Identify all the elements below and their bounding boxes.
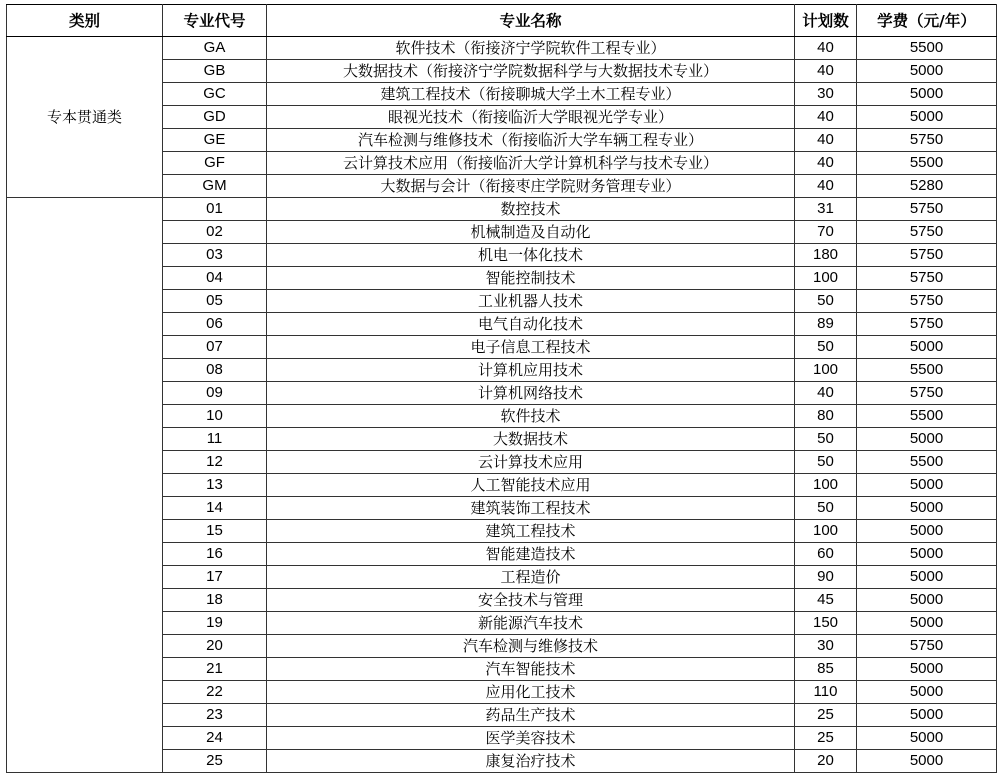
tuition-cell: 5000 xyxy=(857,336,997,359)
quota-cell: 40 xyxy=(795,175,857,198)
major-name-cell: 机电一体化技术 xyxy=(267,244,795,267)
quota-cell: 50 xyxy=(795,497,857,520)
code-cell: 06 xyxy=(163,313,267,336)
major-name-cell: 新能源汽车技术 xyxy=(267,612,795,635)
major-name-cell: 药品生产技术 xyxy=(267,704,795,727)
major-name-cell: 人工智能技术应用 xyxy=(267,474,795,497)
major-name-cell: 计算机网络技术 xyxy=(267,382,795,405)
table-body xyxy=(7,37,997,773)
code-cell: GD xyxy=(163,106,267,129)
quota-cell: 150 xyxy=(795,612,857,635)
quota-cell: 100 xyxy=(795,474,857,497)
tuition-cell: 5000 xyxy=(857,681,997,704)
tuition-cell: 5750 xyxy=(857,290,997,313)
tuition-cell: 5750 xyxy=(857,382,997,405)
table-header xyxy=(7,5,997,37)
code-cell: 08 xyxy=(163,359,267,382)
quota-cell: 40 xyxy=(795,60,857,83)
code-cell: 12 xyxy=(163,451,267,474)
major-name-cell: 汽车智能技术 xyxy=(267,658,795,681)
major-name-cell: 数控技术 xyxy=(267,198,795,221)
major-name-cell: 智能控制技术 xyxy=(267,267,795,290)
tuition-cell: 5750 xyxy=(857,129,997,152)
header-category: 类别 xyxy=(7,5,163,37)
code-cell: 01 xyxy=(163,198,267,221)
quota-cell: 50 xyxy=(795,428,857,451)
code-cell: 17 xyxy=(163,566,267,589)
tuition-cell: 5000 xyxy=(857,543,997,566)
major-name-cell: 汽车检测与维修技术 xyxy=(267,635,795,658)
quota-cell: 30 xyxy=(795,83,857,106)
quota-cell: 70 xyxy=(795,221,857,244)
code-cell: 21 xyxy=(163,658,267,681)
major-name-cell: 大数据技术 xyxy=(267,428,795,451)
code-cell: 23 xyxy=(163,704,267,727)
major-name-cell: 软件技术 xyxy=(267,405,795,428)
major-name-cell: 智能建造技术 xyxy=(267,543,795,566)
major-name-cell: 眼视光技术（衔接临沂大学眼视光学专业） xyxy=(267,106,795,129)
quota-cell: 31 xyxy=(795,198,857,221)
quota-cell: 40 xyxy=(795,129,857,152)
major-name-cell: 工业机器人技术 xyxy=(267,290,795,313)
major-name-cell: 云计算技术应用（衔接临沂大学计算机科学与技术专业） xyxy=(267,152,795,175)
quota-cell: 50 xyxy=(795,336,857,359)
tuition-cell: 5000 xyxy=(857,589,997,612)
quota-cell: 180 xyxy=(795,244,857,267)
quota-cell: 25 xyxy=(795,727,857,750)
enrollment-plan-table xyxy=(6,4,997,773)
tuition-cell: 5000 xyxy=(857,497,997,520)
tuition-cell: 5750 xyxy=(857,198,997,221)
tuition-cell: 5000 xyxy=(857,428,997,451)
header-row xyxy=(7,5,997,37)
tuition-cell: 5750 xyxy=(857,267,997,290)
code-cell: 09 xyxy=(163,382,267,405)
tuition-cell: 5000 xyxy=(857,520,997,543)
major-name-cell: 计算机应用技术 xyxy=(267,359,795,382)
code-cell: 03 xyxy=(163,244,267,267)
tuition-cell: 5280 xyxy=(857,175,997,198)
quota-cell: 50 xyxy=(795,290,857,313)
code-cell: GF xyxy=(163,152,267,175)
code-cell: 14 xyxy=(163,497,267,520)
tuition-cell: 5500 xyxy=(857,359,997,382)
quota-cell: 45 xyxy=(795,589,857,612)
header-quota: 计划数 xyxy=(795,5,857,37)
tuition-cell: 5750 xyxy=(857,313,997,336)
code-cell: 25 xyxy=(163,750,267,773)
tuition-cell: 5000 xyxy=(857,612,997,635)
quota-cell: 110 xyxy=(795,681,857,704)
major-name-cell: 电子信息工程技术 xyxy=(267,336,795,359)
tuition-cell: 5000 xyxy=(857,106,997,129)
major-name-cell: 云计算技术应用 xyxy=(267,451,795,474)
code-cell: 18 xyxy=(163,589,267,612)
major-name-cell: 机械制造及自动化 xyxy=(267,221,795,244)
tuition-cell: 5750 xyxy=(857,221,997,244)
quota-cell: 100 xyxy=(795,359,857,382)
tuition-cell: 5000 xyxy=(857,727,997,750)
code-cell: 15 xyxy=(163,520,267,543)
code-cell: GE xyxy=(163,129,267,152)
tuition-cell: 5000 xyxy=(857,750,997,773)
code-cell: 13 xyxy=(163,474,267,497)
quota-cell: 89 xyxy=(795,313,857,336)
quota-cell: 50 xyxy=(795,451,857,474)
code-cell: GB xyxy=(163,60,267,83)
major-name-cell: 大数据与会计（衔接枣庄学院财务管理专业） xyxy=(267,175,795,198)
code-cell: 11 xyxy=(163,428,267,451)
major-name-cell: 软件技术（衔接济宁学院软件工程专业） xyxy=(267,37,795,60)
major-name-cell: 医学美容技术 xyxy=(267,727,795,750)
header-tuition: 学费（元/年） xyxy=(857,5,997,37)
code-cell: 02 xyxy=(163,221,267,244)
quota-cell: 30 xyxy=(795,635,857,658)
major-name-cell: 汽车检测与维修技术（衔接临沂大学车辆工程专业） xyxy=(267,129,795,152)
tuition-cell: 5000 xyxy=(857,83,997,106)
tuition-cell: 5750 xyxy=(857,635,997,658)
tuition-cell: 5750 xyxy=(857,244,997,267)
major-name-cell: 电气自动化技术 xyxy=(267,313,795,336)
quota-cell: 40 xyxy=(795,106,857,129)
category-cell xyxy=(7,198,163,773)
tuition-cell: 5000 xyxy=(857,704,997,727)
quota-cell: 40 xyxy=(795,152,857,175)
code-cell: 07 xyxy=(163,336,267,359)
quota-cell: 60 xyxy=(795,543,857,566)
major-name-cell: 建筑装饰工程技术 xyxy=(267,497,795,520)
quota-cell: 100 xyxy=(795,520,857,543)
major-name-cell: 建筑工程技术（衔接聊城大学土木工程专业） xyxy=(267,83,795,106)
major-name-cell: 康复治疗技术 xyxy=(267,750,795,773)
quota-cell: 40 xyxy=(795,382,857,405)
code-cell: 20 xyxy=(163,635,267,658)
quota-cell: 25 xyxy=(795,704,857,727)
tuition-cell: 5000 xyxy=(857,658,997,681)
code-cell: 04 xyxy=(163,267,267,290)
tuition-cell: 5000 xyxy=(857,474,997,497)
code-cell: 22 xyxy=(163,681,267,704)
major-name-cell: 建筑工程技术 xyxy=(267,520,795,543)
header-name: 专业名称 xyxy=(267,5,795,37)
category-cell: 专本贯通类 xyxy=(7,37,163,198)
code-cell: 16 xyxy=(163,543,267,566)
tuition-cell: 5000 xyxy=(857,566,997,589)
major-name-cell: 大数据技术（衔接济宁学院数据科学与大数据技术专业） xyxy=(267,60,795,83)
code-cell: 19 xyxy=(163,612,267,635)
tuition-cell: 5500 xyxy=(857,152,997,175)
tuition-cell: 5500 xyxy=(857,405,997,428)
quota-cell: 85 xyxy=(795,658,857,681)
code-cell: 24 xyxy=(163,727,267,750)
major-name-cell: 安全技术与管理 xyxy=(267,589,795,612)
quota-cell: 90 xyxy=(795,566,857,589)
code-cell: 05 xyxy=(163,290,267,313)
quota-cell: 80 xyxy=(795,405,857,428)
quota-cell: 20 xyxy=(795,750,857,773)
major-name-cell: 工程造价 xyxy=(267,566,795,589)
tuition-cell: 5500 xyxy=(857,451,997,474)
code-cell: 10 xyxy=(163,405,267,428)
major-name-cell: 应用化工技术 xyxy=(267,681,795,704)
tuition-cell: 5500 xyxy=(857,37,997,60)
quota-cell: 100 xyxy=(795,267,857,290)
quota-cell: 40 xyxy=(795,37,857,60)
code-cell: GM xyxy=(163,175,267,198)
table-row xyxy=(7,37,997,60)
tuition-cell: 5000 xyxy=(857,60,997,83)
code-cell: GC xyxy=(163,83,267,106)
code-cell: GA xyxy=(163,37,267,60)
header-code: 专业代号 xyxy=(163,5,267,37)
table-row xyxy=(7,198,997,221)
